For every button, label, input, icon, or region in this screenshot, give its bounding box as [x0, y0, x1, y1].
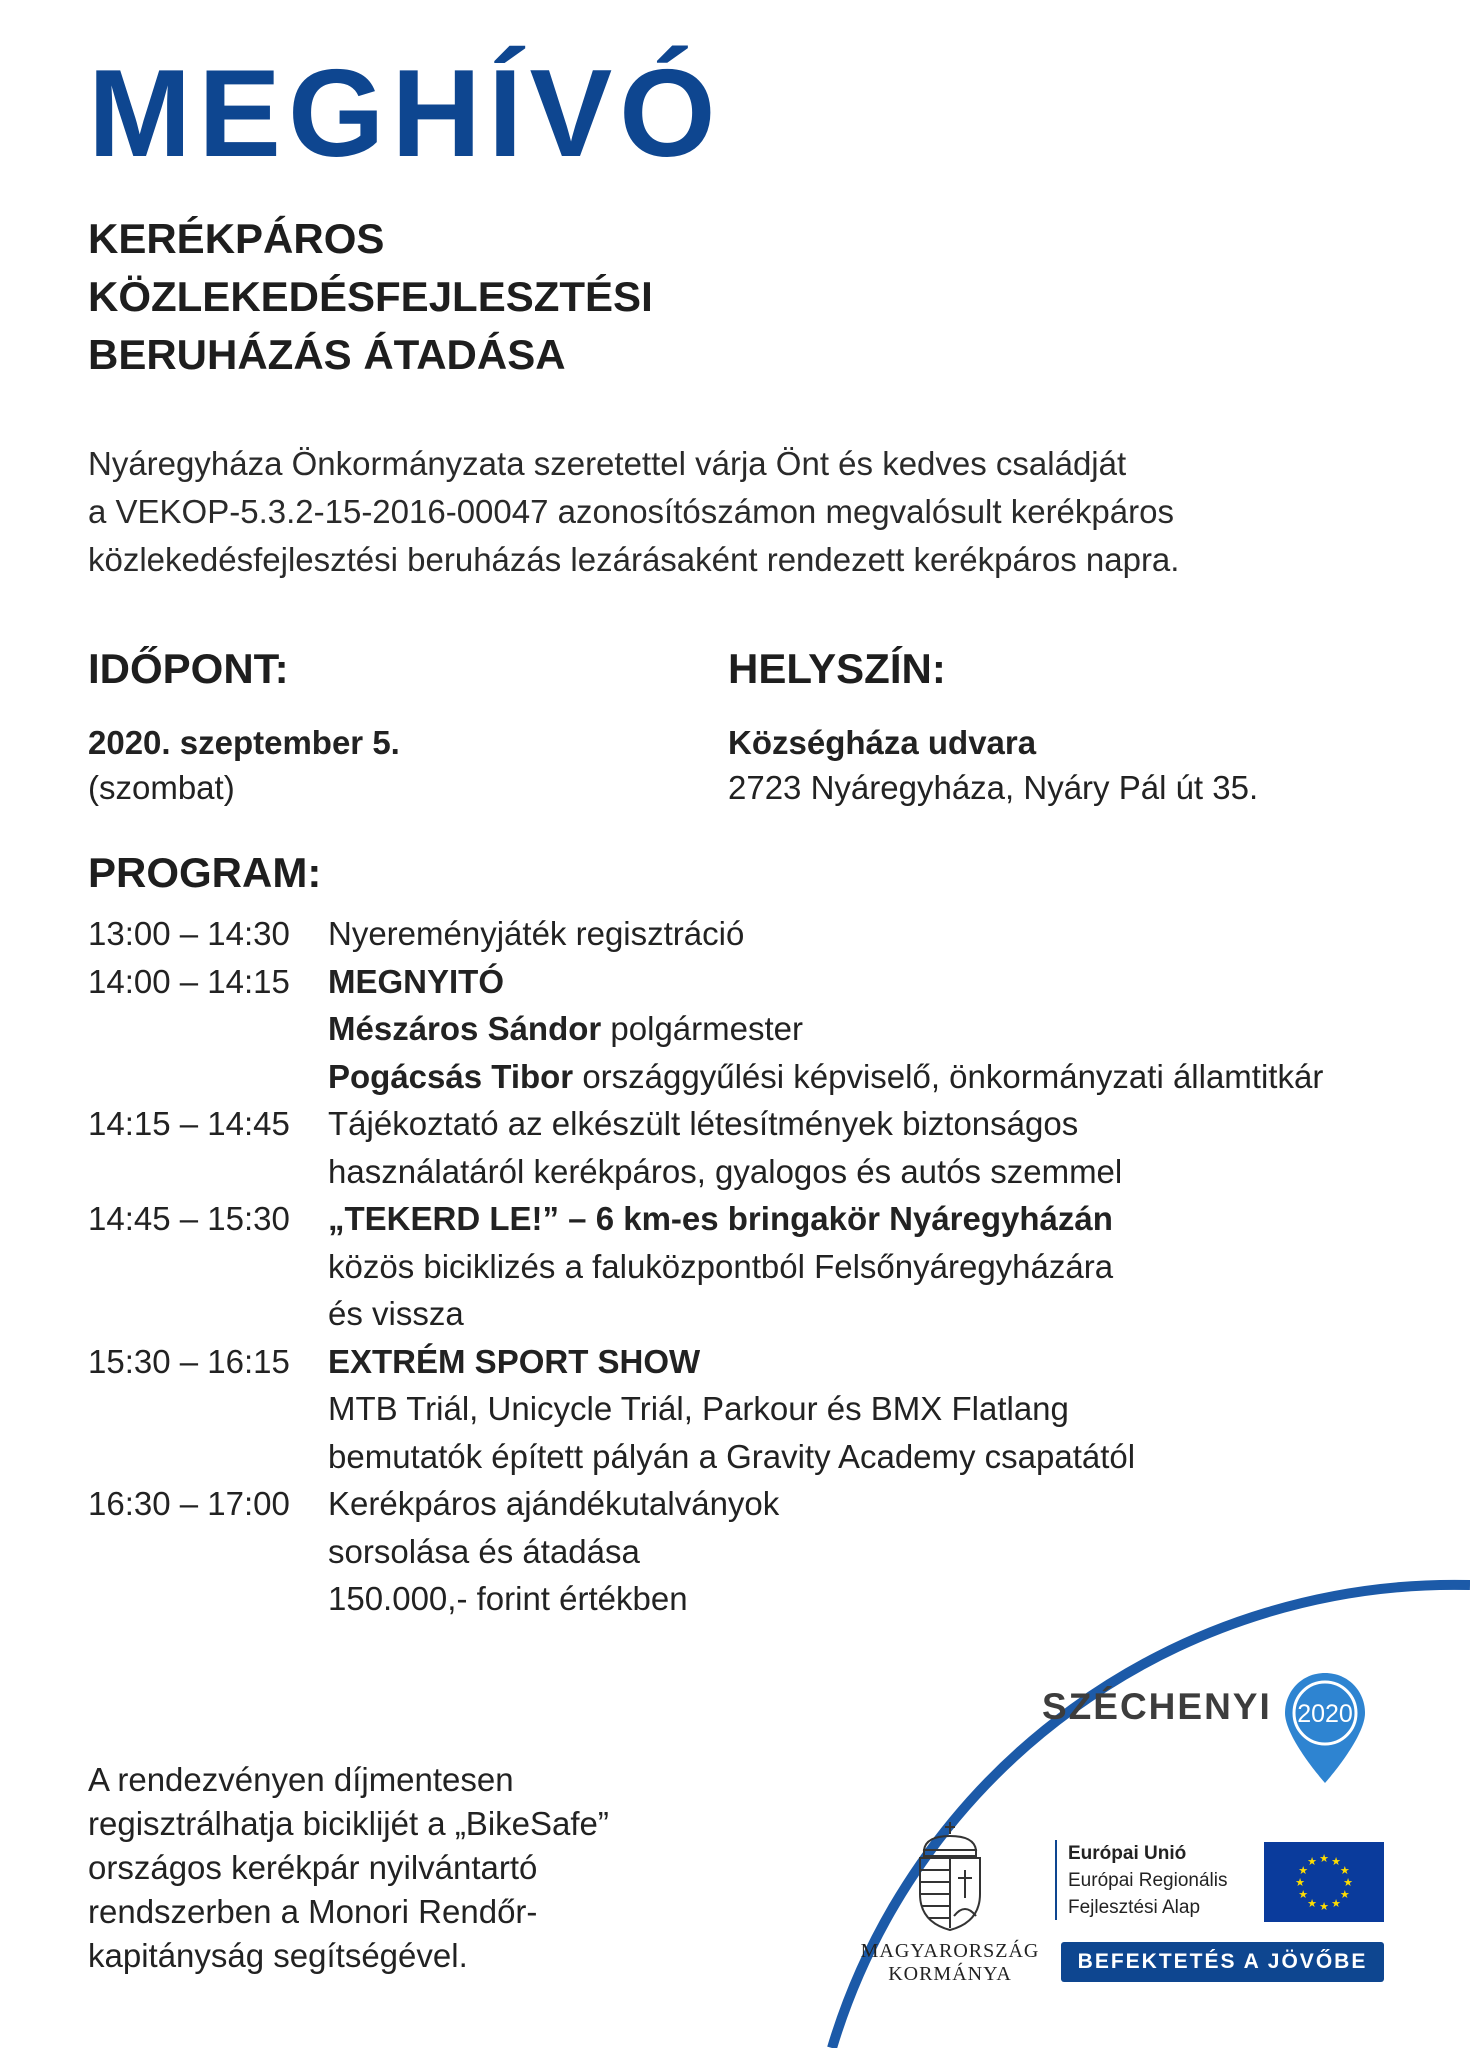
- program-title: EXTRÉM SPORT SHOW: [328, 1342, 701, 1380]
- intro-line-1: Nyáregyháza Önkormányzata szeretettel várja Önt és kedves családját: [88, 445, 1127, 482]
- program-time: 14:15 – 14:45: [88, 1105, 290, 1142]
- program-line: 150.000,- forint értékben: [328, 1580, 688, 1617]
- program-line: Nyereményjáték regisztráció: [328, 915, 745, 952]
- eu-star: ★: [1343, 1877, 1353, 1889]
- eu-star: ★: [1298, 1889, 1309, 1901]
- eu-star: ★: [1339, 1889, 1350, 1901]
- program-time: 13:00 – 14:30: [88, 915, 290, 952]
- program-description: [328, 910, 744, 958]
- program-item: [88, 1195, 1448, 1338]
- eu-star: ★: [1331, 1897, 1341, 1910]
- program-title: „TEKERD LE!” – 6 km-es bringakör Nyáregyházán: [328, 1200, 1113, 1237]
- program-description: [328, 958, 1323, 1101]
- program-line: és vissza: [328, 1295, 464, 1332]
- intro-paragraph: [88, 440, 1179, 584]
- eu-star: ★: [1319, 1853, 1329, 1865]
- program-item: [88, 1100, 1448, 1195]
- program-item: [88, 910, 1448, 958]
- page-title: MEGHÍVÓ: [88, 45, 723, 183]
- eu-slogan-banner: BEFEKTETÉS A JÖVŐBE: [1061, 1942, 1384, 1982]
- eu-star: ★: [1307, 1856, 1317, 1869]
- eu-divider: [1055, 1840, 1057, 1920]
- caption-line: KORMÁNYA: [888, 1963, 1012, 1985]
- program-line: közös biciklizés a faluközpontból Felsőnyáregyházára: [328, 1247, 1114, 1285]
- program-description: [328, 1100, 1122, 1195]
- caption-line: MAGYARORSZÁG: [860, 1940, 1040, 1962]
- note-line: A rendezvényen díjmentesen: [88, 1761, 514, 1798]
- program-description: [328, 1480, 779, 1623]
- intro-line-3: közlekedésfejlesztési beruházás lezárásaként rendezett kerékpáros napra.: [88, 541, 1180, 578]
- note-line: rendszerben a Monori Rendőr-: [88, 1893, 538, 1930]
- eu-star: ★: [1339, 1865, 1350, 1877]
- speaker-name: Pogácsás Tibor: [328, 1057, 574, 1095]
- program-list: [88, 910, 1448, 1623]
- speaker-role: polgármester: [601, 1010, 804, 1047]
- szechenyi-pin-icon: [1282, 1670, 1368, 1788]
- government-caption: [860, 1940, 1040, 1986]
- note-line: országos kerékpár nyilvántartó: [88, 1849, 538, 1886]
- subtitle-line-3: BERUHÁZÁS ÁTADÁSA: [88, 331, 566, 378]
- venue-name: Községháza udvara: [728, 724, 1037, 761]
- eu-star: ★: [1295, 1877, 1305, 1889]
- program-line: bemutatók épített pályán a Gravity Academy csapatától: [328, 1437, 1136, 1475]
- eu-star: ★: [1307, 1897, 1317, 1910]
- program-time: 14:45 – 15:30: [88, 1200, 290, 1237]
- intro-line-2: a VEKOP-5.3.2-15-2016-00047 azonosítószámon megvalósult kerékpáros: [88, 493, 1174, 530]
- speaker-role: országgyűlési képviselő, önkormányzati államtitkár: [573, 1057, 1324, 1095]
- place-section: [728, 645, 1259, 810]
- eu-flag-icon: [1264, 1842, 1384, 1922]
- program-item: [88, 1338, 1448, 1481]
- note-line: regisztrálhatja biciklijét a „BikeSafe”: [88, 1805, 609, 1842]
- program-time: 14:00 – 14:15: [88, 962, 290, 1000]
- eu-fund-text: [1068, 1840, 1228, 1921]
- time-heading: IDŐPONT:: [88, 645, 289, 692]
- program-time: 16:30 – 17:00: [88, 1485, 290, 1522]
- note-line: kapitányság segítségével.: [88, 1937, 468, 1974]
- venue-address: 2723 Nyáregyháza, Nyáry Pál út 35.: [728, 769, 1259, 806]
- program-line: Tájékoztató az elkészült létesítmények biztonságos: [328, 1105, 1079, 1142]
- event-subtitle: [88, 210, 653, 384]
- event-date: 2020. szeptember 5.: [88, 724, 400, 761]
- speaker-line: [328, 1005, 1323, 1053]
- event-day: (szombat): [88, 769, 235, 806]
- program-line: használatáról kerékpáros, gyalogos és autós szemmel: [328, 1152, 1123, 1190]
- program-heading: PROGRAM:: [88, 849, 322, 896]
- hungarian-crest-icon: [912, 1820, 988, 1932]
- szechenyi-logo-text: SZÉCHENYI: [1042, 1686, 1272, 1727]
- eu-star: ★: [1319, 1901, 1329, 1913]
- program-item: [88, 958, 1448, 1101]
- program-time: 15:30 – 16:15: [88, 1342, 290, 1380]
- szechenyi-year: 2020: [1297, 1700, 1353, 1728]
- program-line: sorsolása és átadása: [328, 1532, 640, 1570]
- subtitle-line-1: KERÉKPÁROS: [88, 215, 385, 262]
- speaker-line: [328, 1053, 1323, 1101]
- program-item: [88, 1480, 1448, 1623]
- time-section: [88, 645, 400, 810]
- eu-line: Európai Regionális: [1068, 1870, 1228, 1891]
- program-line: MTB Triál, Unicycle Triál, Parkour és BMX Flatlang: [328, 1390, 1069, 1427]
- eu-star: ★: [1298, 1865, 1309, 1877]
- bikesafe-note: [88, 1758, 609, 1978]
- program-description: [328, 1195, 1113, 1338]
- speaker-name: Mészáros Sándor: [328, 1010, 602, 1047]
- eu-star: ★: [1331, 1856, 1341, 1869]
- eu-line: Európai Unió: [1068, 1843, 1187, 1864]
- program-line: Kerékpáros ajándékutalványok: [328, 1485, 780, 1522]
- eu-line: Fejlesztési Alap: [1068, 1897, 1201, 1918]
- program-description: [328, 1338, 1135, 1481]
- subtitle-line-2: KÖZLEKEDÉSFEJLESZTÉSI: [88, 273, 653, 320]
- place-heading: HELYSZÍN:: [728, 645, 946, 692]
- program-title: MEGNYITÓ: [328, 962, 505, 1000]
